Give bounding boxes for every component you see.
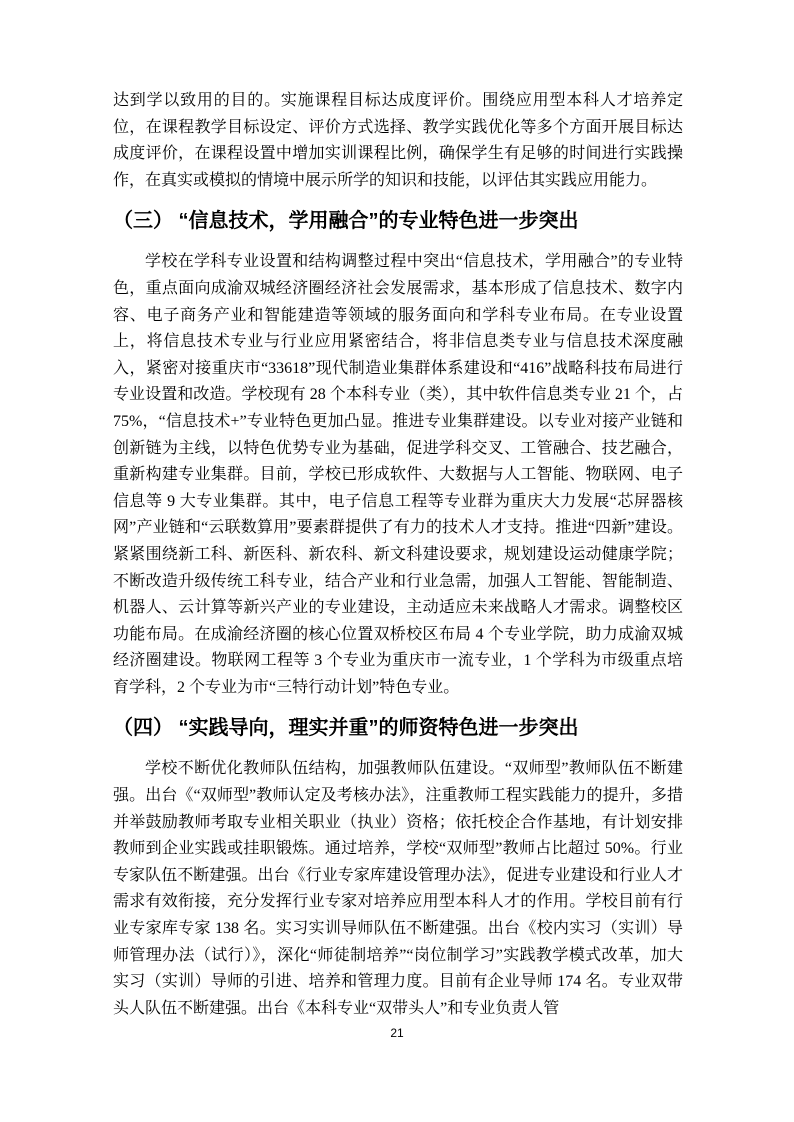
continuation-paragraph: 达到学以致用的目的。实施课程目标达成度评价。围绕应用型本科人才培养定位，在课程教学目标设定、评价方式选择、教学实践优化等多个方面开展目标达成度评价，在课程设置中增加实训课程比例，确保学生有足够的时间进行实践操作，在真实或模拟的情境中展示所学的知识和技能，以评估其实践应用能力。 [113, 92, 683, 189]
section-heading-4: （四） “实践导向，理实并重”的师资特色进一步突出 [113, 717, 579, 740]
section-4-paragraph: 学校不断优化教师队伍结构，加强教师队伍建设。“双师型”教师队伍不断建强。出台《“双师型”教师认定及考核办法》，注重教师工程实践能力的提升，多措并举鼓励教师考取专业相关职业（执业）资格；依托校企合作基地，有计划安排教师到企业实践或挂职锻炼。通过培养，学校“双师型”教师占比超过 50%。行业专家队伍不断建强。出台《行业专家库建设管理办法》，促进专业建设和行业人才需求有效衔接，充分发挥行业专家对培养应用型本科人才的作用。学校目前有行业专家库专家 138 名。实习实训导师队伍不断建强。出台《校内实习（实训）导师管理办法（试行）》，深化“师徒制培养”“岗位制学习”实践教学模式改革，加大实习（实训）导师的引进、培养和管理力度。目前有企业导师 174 名。专业双带头人队伍不断建强。出台《本科专业“双带头人”和专业负责人管 [113, 760, 683, 1017]
section-heading-3: （三） “信息技术，学用融合”的专业特色进一步突出 [113, 210, 579, 233]
page-number: 21 [390, 1026, 404, 1040]
section-3-paragraph: 学校在学科专业设置和结构调整过程中突出“信息技术，学用融合”的专业特色，重点面向成渝双城经济圈经济社会发展需求，基本形成了信息技术、数字内容、电子商务产业和智能建造等领域的服务面向和学科专业布局。在专业设置上，将信息技术专业与行业应用紧密结合，将非信息类专业与信息技术深度融入，紧密对接重庆市“33618”现代制造业集群体系建设和“416”战略科技布局进行专业设置和改造。学校现有 28 个本科专业（类），其中软件信息类专业 21 个，占 75%，“信息技术+”专业特色更加凸显。推进专业集群建设。以专业对接产业链和创新链为主线，以特色优势专业为基础，促进学科交叉、工管融合、技艺融合，重新构建专业集群。目前，学校已形成软件、大数据与人工智能、物联网、电子信息等 9 大专业集群。其中，电子信息工程等专业群为重庆大力发展“芯屏器核网”产业链和“云联数算用”要素群提供了有力的技术人才支持。推进“四新”建设。紧紧围绕新工科、新医科、新农科、新文科建设要求，规划建设运动健康学院；不断改造升级传统工科专业，结合产业和行业急需，加强人工智能、智能制造、机器人、云计算等新兴产业的专业建设，主动适应未来战略人才需求。调整校区功能布局。在成渝经济圈的核心位置双桥校区布局 4 个专业学院，助力成渝双城经济圈建设。物联网工程等 3 个专业为重庆市一流专业，1 个学科为市级重点培育学科，2 个专业为市“三特行动计划”特色专业。 [113, 253, 683, 696]
document-content [113, 88, 683, 1022]
